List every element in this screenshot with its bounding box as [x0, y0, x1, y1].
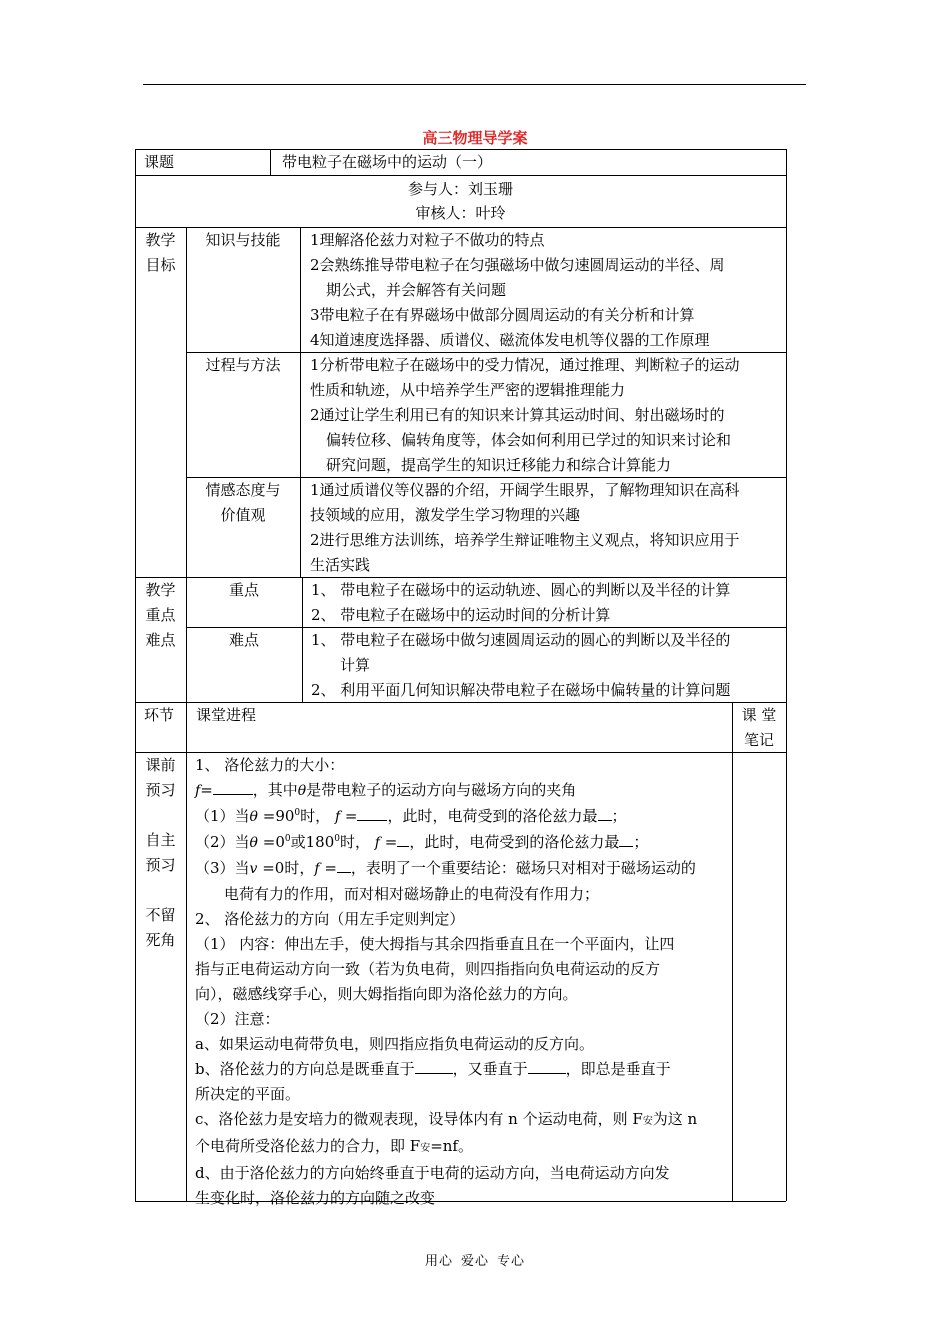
case-1-line: （1）当$\theta =90^0$时， f = ，此时，电荷受到的洛伦兹力最 ；	[195, 807, 627, 825]
doc-title: 高三物理导学案	[422, 129, 528, 147]
note-b-line: b、洛伦兹力的方向总是既垂直于 ，又垂直于 ，即总是垂直于	[195, 1060, 671, 1078]
focus-label: 教学 重点 难点	[145, 581, 176, 649]
formula-blank	[213, 794, 253, 795]
notes-header: 课 堂 笔记	[741, 706, 777, 749]
knowledge-content: 1理解洛伦兹力对粒子不做功的特点 2会熟练推导带电粒子在匀强磁场中做匀速圆周运动的半径、周 期公式，并会解答有关问题 3带电粒子在有界磁场中做部分圆周运动的有关分析和计算 4知道速度选择器、质谱仪、磁流体发电机等仪器的工作原理	[310, 231, 725, 349]
case-2-line: （2）当$\theta =0^0$或$180^0$时， f = ，此时，电荷受到的洛伦兹力最 ；	[195, 833, 649, 851]
process-label: 过程与方法	[205, 356, 281, 374]
case-3-line: （3）当v =0时，f = ，表明了一个重要结论：磁场只对相对于磁场运动的	[195, 859, 696, 877]
lorentz-magnitude-title: 1、 洛伦兹力的大小：	[195, 756, 345, 774]
preclass-label: 课前 预习 自主 预习 不留 死角	[145, 756, 176, 949]
key-points-content: 1、 带电粒子在磁场中的运动轨迹、圆心的判断以及半径的计算 2、 带电粒子在磁场中的运动时间的分析计算	[311, 581, 731, 624]
participants: 参与人：刘玉珊	[407, 180, 513, 198]
case-2-blank-2	[619, 846, 633, 847]
page-footer: 用心 爱心 专心	[424, 1254, 526, 1269]
topic-label: 课题	[144, 153, 175, 171]
attitude-label: 情感态度与 价值观	[205, 481, 281, 524]
case-3-blank	[337, 872, 351, 873]
section-header: 环节	[144, 706, 175, 724]
reviewer: 审核人：叶玲	[415, 204, 506, 222]
knowledge-label: 知识与技能	[205, 231, 281, 249]
case-2-blank	[397, 846, 409, 847]
attitude-content: 1通过质谱仪等仪器的介绍，开阔学生眼界，了解物理知识在高科 技领域的应用，激发学生学习物理的兴趣 2进行思维方法训练，培养学生辩证唯物主义观点，将知识应用于 生活实践	[310, 481, 740, 574]
header-rule	[143, 84, 806, 85]
hard-points-content: 1、 带电粒子在磁场中做匀速圆周运动的圆心的判断以及半径的 计算 2、 利用平面几何知识解决带电粒子在磁场中偏转量的计算问题	[311, 631, 731, 699]
topic-value: 带电粒子在磁场中的运动（一）	[282, 153, 493, 171]
lorentz-direction-title: 2、 洛伦兹力的方向（用左手定则判定）	[195, 910, 465, 928]
case-1-blank	[357, 820, 387, 821]
case-1-blank-2	[598, 820, 612, 821]
lorentz-formula-line: f= ，其中θ是带电粒子的运动方向与磁场方向的夹角	[195, 781, 577, 799]
progress-header: 课堂进程	[196, 706, 257, 724]
note-c-line-2: 个电荷所受洛伦兹力的合力，即 F安=nf。	[195, 1137, 473, 1155]
note-c-line: c、洛伦兹力是安培力的微观表现，设导体内有 n 个运动电荷，则 F安为这 n	[195, 1110, 698, 1128]
preclass-content: 1、 洛伦兹力的大小： f= ，其中θ是带电粒子的运动方向与磁场方向的夹角 （1）当$\theta =90^0$时， f = ，此时，电荷受到的洛伦兹力最 ； （2）当$\theta =0^0$或$180^0$时， f = ，此时，电荷受到的洛伦兹力最 ； （3）当v =0时，f = ，表明了一个重要结论：磁场只对相对于磁场运动的 电荷有力的作用，而对相对磁场静止的电荷没有作用力； 2、 洛伦兹力的方向（用左手定则判定） （1） 内容：伸出左手，使大拇指与其余四指垂直且在一个平面内，让四 指与正电荷运动方向一致（若为负电荷，则四指指向负电荷运动的反方 向），磁感线穿手心，则大姆指指向即为洛伦兹力的方向。 （2）注意： a、如果运动电荷带负电，则四指应指负电荷运动的反方向。 b、洛伦兹力的方向总是既垂直于 ，又垂直于 ，即总是垂直于 所决定的平面。 c、洛伦兹力是安培力的微观表现，设导体内有 n 个运动电荷，则 F安为这 n 个电荷所受洛伦兹力的合力，即 F安=nf。 d、由于洛伦兹力的方向始终垂直于电荷的运动方向，当电荷运动方向发 生变化时，洛伦兹力的方向随之改变	[195, 753, 730, 1211]
hard-points-label: 难点	[228, 631, 259, 649]
process-content: 1分析带电粒子在磁场中的受力情况，通过推理、判断粒子的运动 性质和轨迹，从中培养学生严密的逻辑推理能力 2通过让学生利用已有的知识来计算其运动时间、射出磁场时的 偏转位移、偏转角度等，体会如何利用已学过的知识来讨论和 研究问题，提高学生的知识迁移能力和综合计算能力	[310, 356, 740, 474]
goals-label: 教学 目标	[145, 231, 176, 274]
key-points-label: 重点	[228, 581, 259, 599]
note-b-blank-2	[528, 1073, 566, 1074]
note-b-blank-1	[415, 1073, 453, 1074]
